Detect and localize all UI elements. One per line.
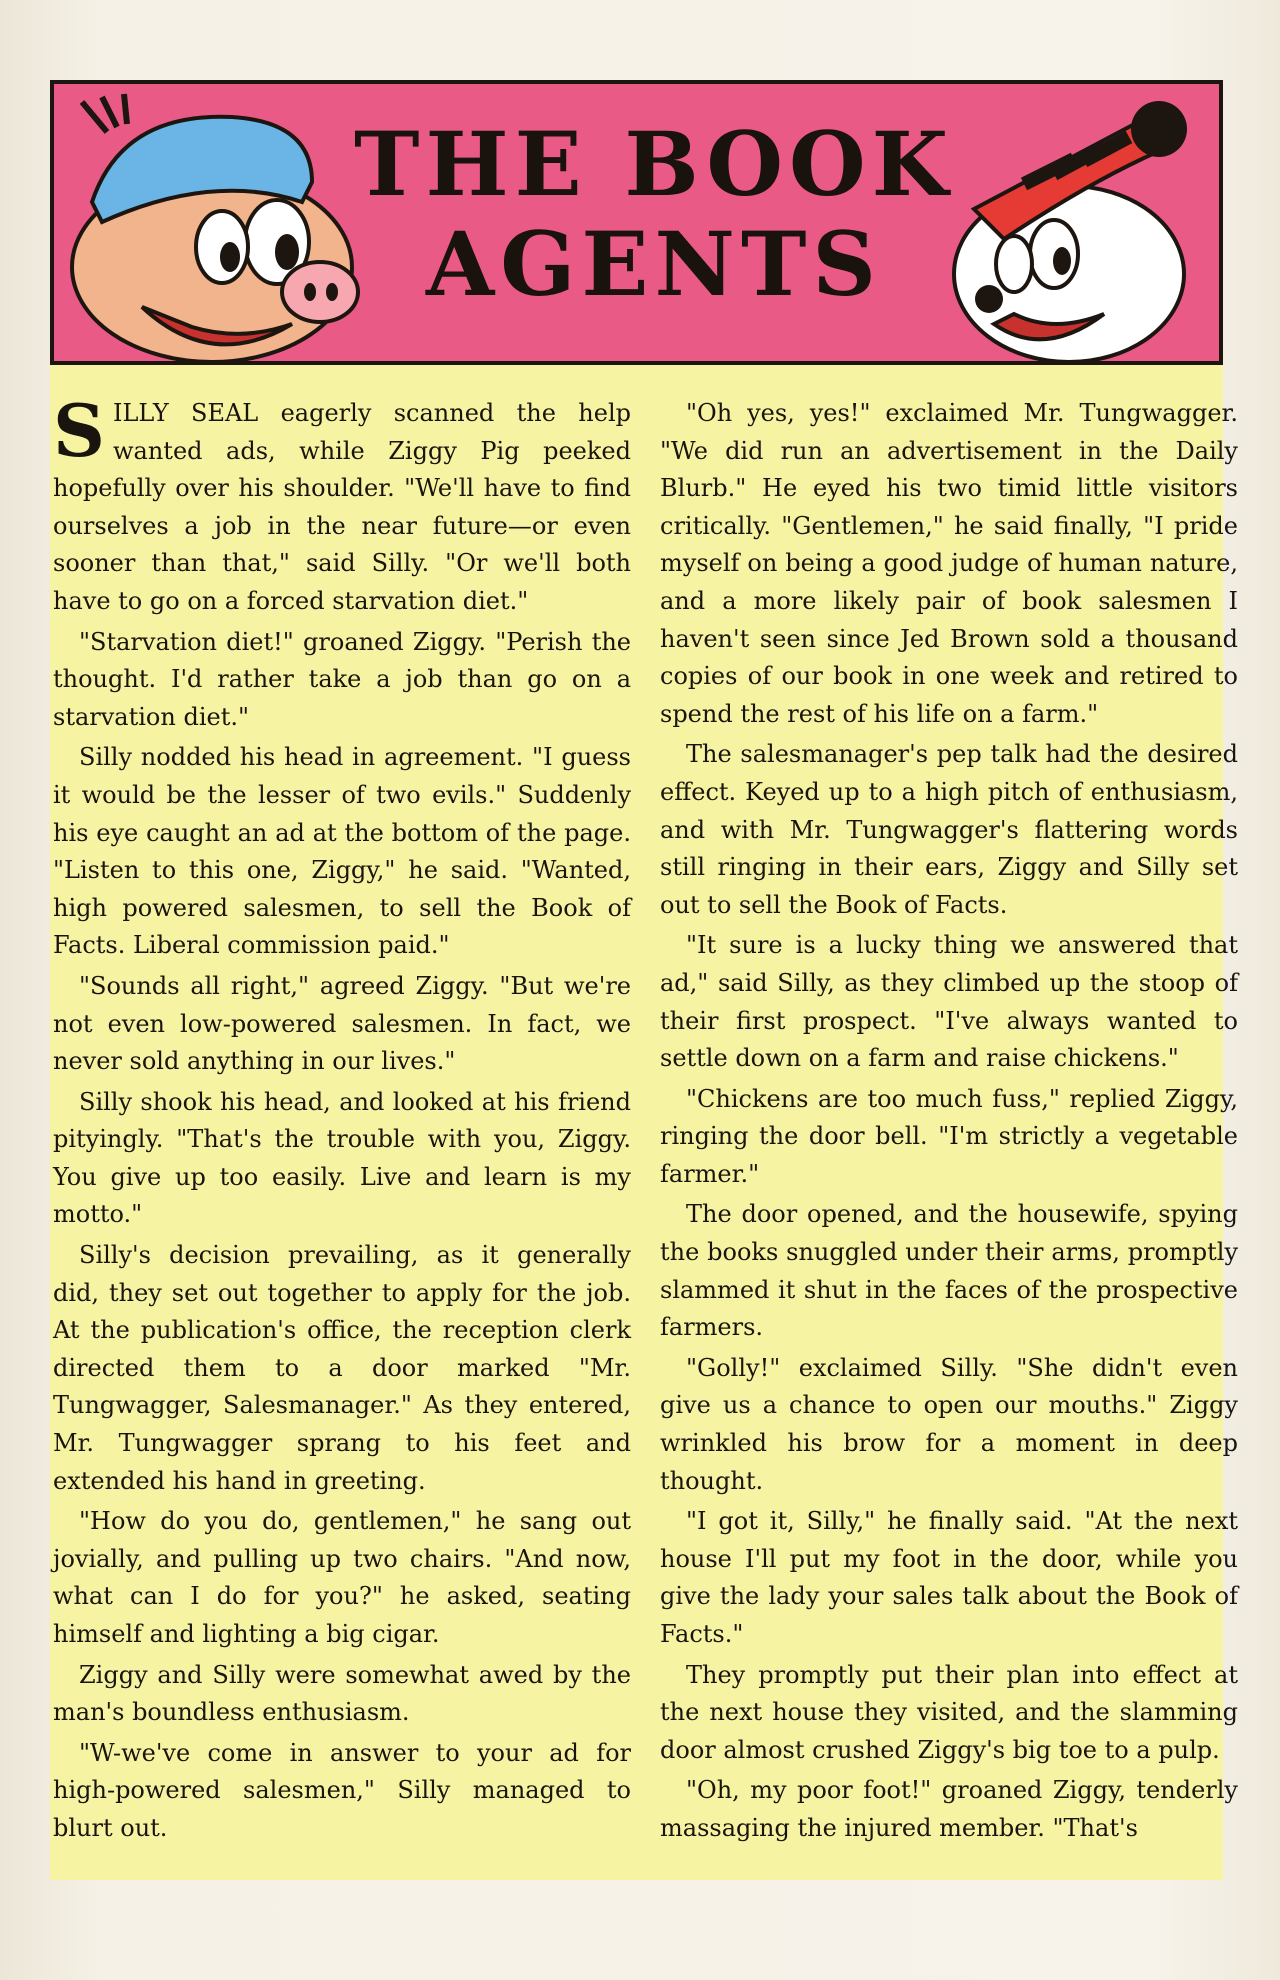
paragraph: Silly shook his head, and looked at his friend pityingly. "That's the trouble with you, Ziggy. You give up too easily. Live and learn is my motto." <box>53 1087 631 1229</box>
paragraph: "It sure is a lucky thing we answered that ad," said Silly, as they climbed up the stoop of their first prospect. "I've always wanted to settle down on a farm and raise chickens." <box>660 931 1238 1073</box>
paragraph: "How do you do, gentlemen," he sang out jovially, and pulling up two chairs. "And now, what can I do for you?" he asked, seating himself and lighting a big cigar. <box>53 1507 631 1648</box>
silly-seal-illustration <box>934 89 1223 364</box>
paragraph: They promptly put their plan into effect at the next house they visited, and the slamming door almost crushed Ziggy's big toe to a pulp. <box>660 1660 1238 1764</box>
paragraph: "Chickens are too much fuss," replied Ziggy, ringing the door bell. "I'm strictly a vegetable farmer." <box>660 1084 1238 1188</box>
title-line-2: AGENTS <box>426 212 882 316</box>
paragraph: "Golly!" exclaimed Silly. "She didn't even give us a chance to open our mouths." Ziggy wrinkled his brow for a moment in deep thought. <box>660 1353 1238 1495</box>
paragraph: "Oh, my poor foot!" groaned Ziggy, tenderly massaging the injured member. "That's <box>660 1776 1238 1842</box>
paragraph: "Oh yes, yes!" exclaimed Mr. Tungwagger. "We did run an advertisement in the Daily Blurb." He eyed his two timid little visitors critically. "Gentlemen," he said finally, "I pride myself on being a good judge of human nature, and a more likely pair of book salesmen I haven't seen since Jed Brown sold a thousand copies of our book in one week and retired to spend the rest of his life on a farm." <box>660 399 1238 728</box>
paragraph: SILLY SEAL eagerly scanned the help wanted ads, while Ziggy Pig peeked hopefully over his shoulder. "We'll have to find ourselves a job in the near future—or even sooner than that," said Silly. "Or we'll both have to go on a forced starvation diet." <box>53 388 631 615</box>
title-banner <box>50 80 1223 365</box>
story-title <box>354 114 954 314</box>
paragraph: "Sounds all right," agreed Ziggy. "But we're not even low-powered salesmen. In fact, we never sold anything in our lives." <box>53 971 631 1076</box>
title-line-1: THE BOOK <box>354 112 955 216</box>
ziggy-pig-illustration <box>62 92 382 364</box>
paragraph: Ziggy and Silly were somewhat awed by the man's boundless enthusiasm. <box>53 1660 631 1727</box>
drop-cap: S <box>53 388 105 473</box>
paragraph: The door opened, and the housewife, spying the books snuggled under their arms, promptly slammed it shut in the faces of the prospective farmers. <box>660 1200 1238 1342</box>
story-column-right <box>660 395 1238 1848</box>
paragraph: "W-we've come in answer to your ad for high-powered salesmen," Silly managed to blurt out. <box>53 1738 631 1842</box>
paragraph: Silly's decision prevailing, as it generally did, they set out together to apply for the job. At the publication's office, the reception clerk directed them to a door marked "Mr. Tungwagger, Salesmanager." As they entered, Mr. Tungwagger sprang to his feet and extended his hand in greeting. <box>53 1241 631 1495</box>
paragraph: "Starvation diet!" groaned Ziggy. "Perish the thought. I'd rather take a job than go on a starvation diet." <box>53 627 631 731</box>
paragraph: "I got it, Silly," he finally said. "At the next house I'll put my foot in the door, while you give the lady your sales talk about the Book of Facts." <box>660 1507 1238 1648</box>
paragraph: Silly nodded his head in agreement. "I guess it would be the lesser of two evils." Suddenly his eye caught an ad at the bottom of the page. "Listen to this one, Ziggy," he said. "Wanted, high powered salesmen, to sell the Book of Facts. Liberal commission paid." <box>53 743 631 960</box>
story-column-left <box>53 388 631 1848</box>
paragraph: The salesmanager's pep talk had the desired effect. Keyed up to a high pitch of enthusiasm, and with Mr. Tungwagger's flattering words still ringing in their ears, Ziggy and Silly set out to sell the Book of Facts. <box>660 740 1238 919</box>
